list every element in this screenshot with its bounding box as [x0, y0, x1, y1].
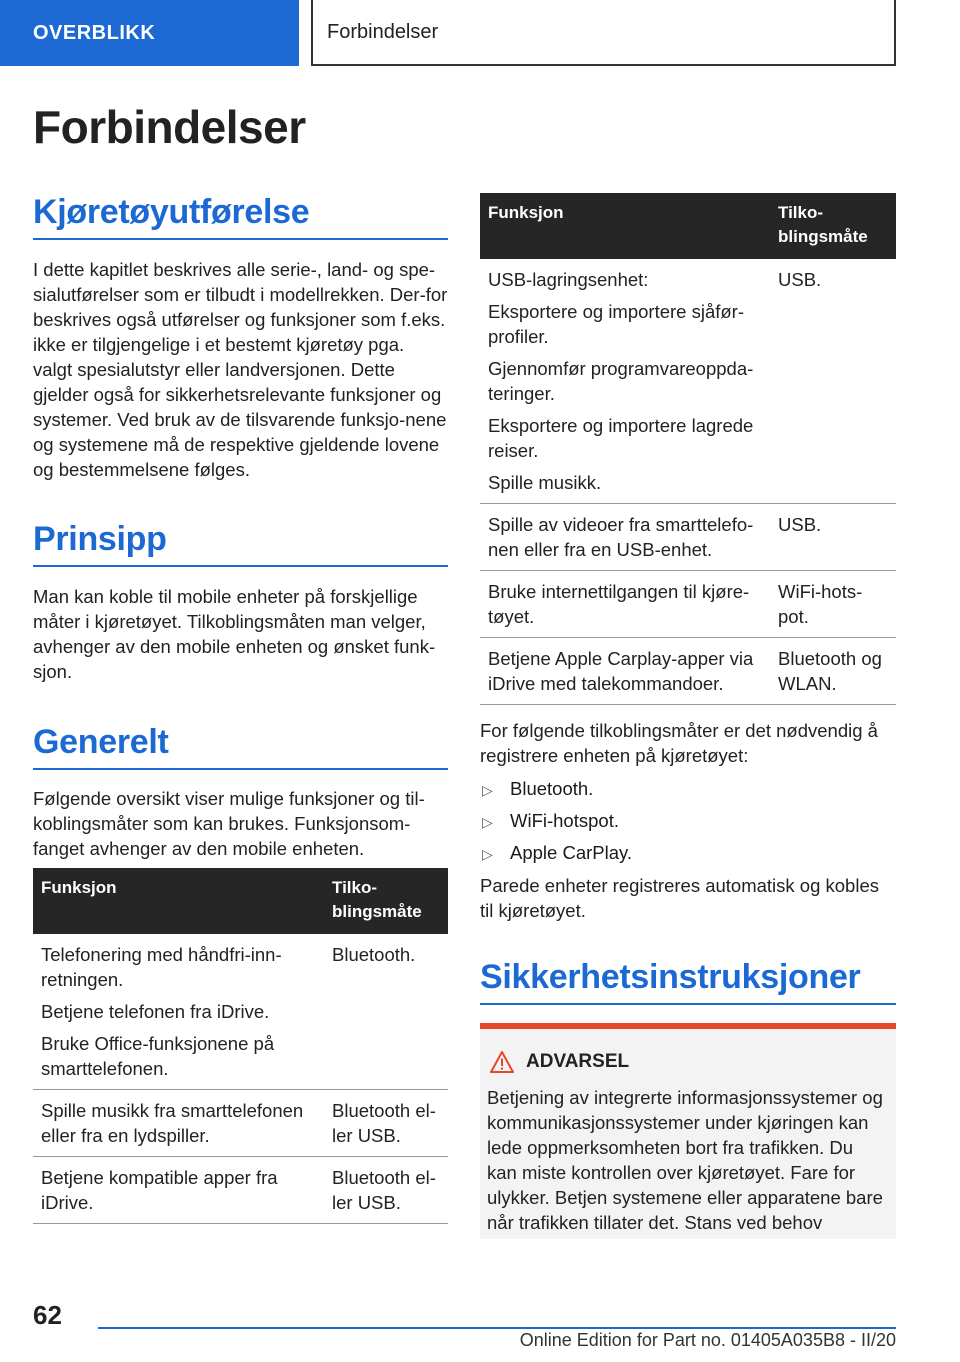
table-row: [33, 1090, 448, 1157]
general-text: Følgende oversikt viser mulige funksjoner og til-koblingsmåter som kan brukes. Funksjonsom-fanget avhenger av den mobile enheten.: [33, 788, 425, 859]
function-line: Spille musikk.: [488, 472, 602, 493]
paired-devices-text: Parede enheter registreres automatisk og kobles til kjøretøyet.: [480, 875, 879, 921]
triangle-bullet-icon: ▷: [482, 782, 493, 798]
principle-text: Man kan koble til mobile enheter på forskjellige måter i kjøretøyet. Tilkoblingsmåten man velger, avhenger av den mobile enheten og ønsket funk-sjon.: [33, 586, 436, 682]
function-line: Eksportere og importere lagrede reiser.: [488, 415, 754, 461]
connection-cell: Bluetooth el-ler USB.: [324, 1090, 448, 1157]
list-item: [480, 808, 896, 835]
function-cell: [480, 259, 770, 504]
warning-text: Betjening av integrerte informasjonssystemer og kommunikasjonssystemer under kjøringen kan lede oppmerksomheten bort fra trafikken. Du kan miste kontrollen over kjøretøyet. Fare for ulykker. Betjen systemene eller apparatene bare når trafikken tillater det. Stans ved behov: [487, 1087, 883, 1233]
function-cell: Betjene kompatible apper fra iDrive.: [33, 1157, 324, 1224]
table-row: [33, 934, 448, 1090]
function-cell: Spille musikk fra smarttelefonen eller fra en lydspiller.: [33, 1090, 324, 1157]
connection-cell: Bluetooth.: [324, 934, 448, 1090]
vehicle-version-text: I dette kapitlet beskrives alle serie-, land- og spe-sialutførelser som er tilbudt i modellrekken. Der-for beskrives også utførelser og funksjoner som f.eks. ikke er tilgjengelige i et bestemt kjøretøy pga. valgt spesialutstyr eller landversjonen. Dette gjelder også for sikkerhetsrelevante funksjoner og systemer. Ved bruk av de tilsvarende funksjo-nene og systemene må de respektive gjeldende lovene og bestemmelsene følges.: [33, 259, 448, 480]
connection-cell: Bluetooth el-ler USB.: [324, 1157, 448, 1224]
list-item: [480, 840, 896, 867]
registration-intro: For følgende tilkoblingsmåter er det nødvendig å registrere enheten på kjøretøyet:: [480, 720, 878, 766]
page-title: Forbindelser: [33, 101, 306, 153]
warning-header: [490, 1051, 629, 1073]
function-cell: Spille av videoer fra smarttelefo-nen eller fra en USB-enhet.: [480, 504, 770, 571]
function-line: Eksportere og importere sjåfør-profiler.: [488, 301, 745, 347]
section-title-general: Generelt: [33, 723, 448, 770]
function-line: Bruke Office-funksjonene på smarttelefonen.: [41, 1033, 275, 1079]
list-item-text: Bluetooth.: [510, 778, 594, 799]
table-row: [480, 259, 896, 504]
table-row: [33, 1157, 448, 1224]
triangle-bullet-icon: ▷: [482, 814, 493, 830]
section-title-vehicle-version: Kjøretøyutførelse: [33, 193, 448, 240]
connection-cell: WiFi-hots-pot.: [770, 571, 896, 638]
table-header-row: [480, 193, 896, 259]
table-row: [480, 571, 896, 638]
footer-rule: [98, 1327, 896, 1329]
table-header-row: [33, 868, 448, 934]
section-title-principle: Prinsipp: [33, 520, 448, 567]
table-row: [480, 504, 896, 571]
connection-cell: Bluetooth og WLAN.: [770, 638, 896, 705]
column-header-function: Funksjon: [480, 193, 770, 259]
connection-cell: USB.: [770, 504, 896, 571]
function-cell: Bruke internettilgangen til kjøre-tøyet.: [480, 571, 770, 638]
list-item-text: WiFi-hotspot.: [510, 810, 619, 831]
function-line: USB-lagringsenhet:: [488, 269, 649, 290]
page-number: 62: [33, 1300, 62, 1330]
column-header-function: Funksjon: [33, 868, 324, 934]
triangle-bullet-icon: ▷: [482, 846, 493, 862]
function-table-right: [480, 193, 896, 705]
section-tab[interactable]: OVERBLIKK: [0, 0, 299, 66]
column-header-connection: Tilko-blingsmåte: [324, 868, 448, 934]
list-item: [480, 776, 896, 803]
warning-triangle-icon: [490, 1051, 514, 1073]
function-table-left: [33, 868, 448, 1224]
function-cell: [33, 934, 324, 1090]
function-line: Betjene telefonen fra iDrive.: [41, 1001, 270, 1022]
edition-footer: Online Edition for Part no. 01405A035B8 - II/20: [519, 1330, 896, 1350]
warning-label: ADVARSEL: [526, 1051, 630, 1072]
column-header-connection: Tilko-blingsmåte: [770, 193, 896, 259]
function-cell: Betjene Apple Carplay-apper via iDrive med talekommandoer.: [480, 638, 770, 705]
warning-box: [480, 1023, 896, 1239]
breadcrumb: Forbindelser: [311, 0, 896, 66]
list-item-text: Apple CarPlay.: [510, 842, 633, 863]
function-line: Gjennomfør programvareoppda-teringer.: [488, 358, 754, 404]
function-line: Telefonering med håndfri-inn-retningen.: [41, 944, 282, 990]
section-title-safety: Sikkerhetsinstruksjoner: [480, 958, 896, 1005]
connection-cell: USB.: [770, 259, 896, 504]
table-row: [480, 638, 896, 705]
